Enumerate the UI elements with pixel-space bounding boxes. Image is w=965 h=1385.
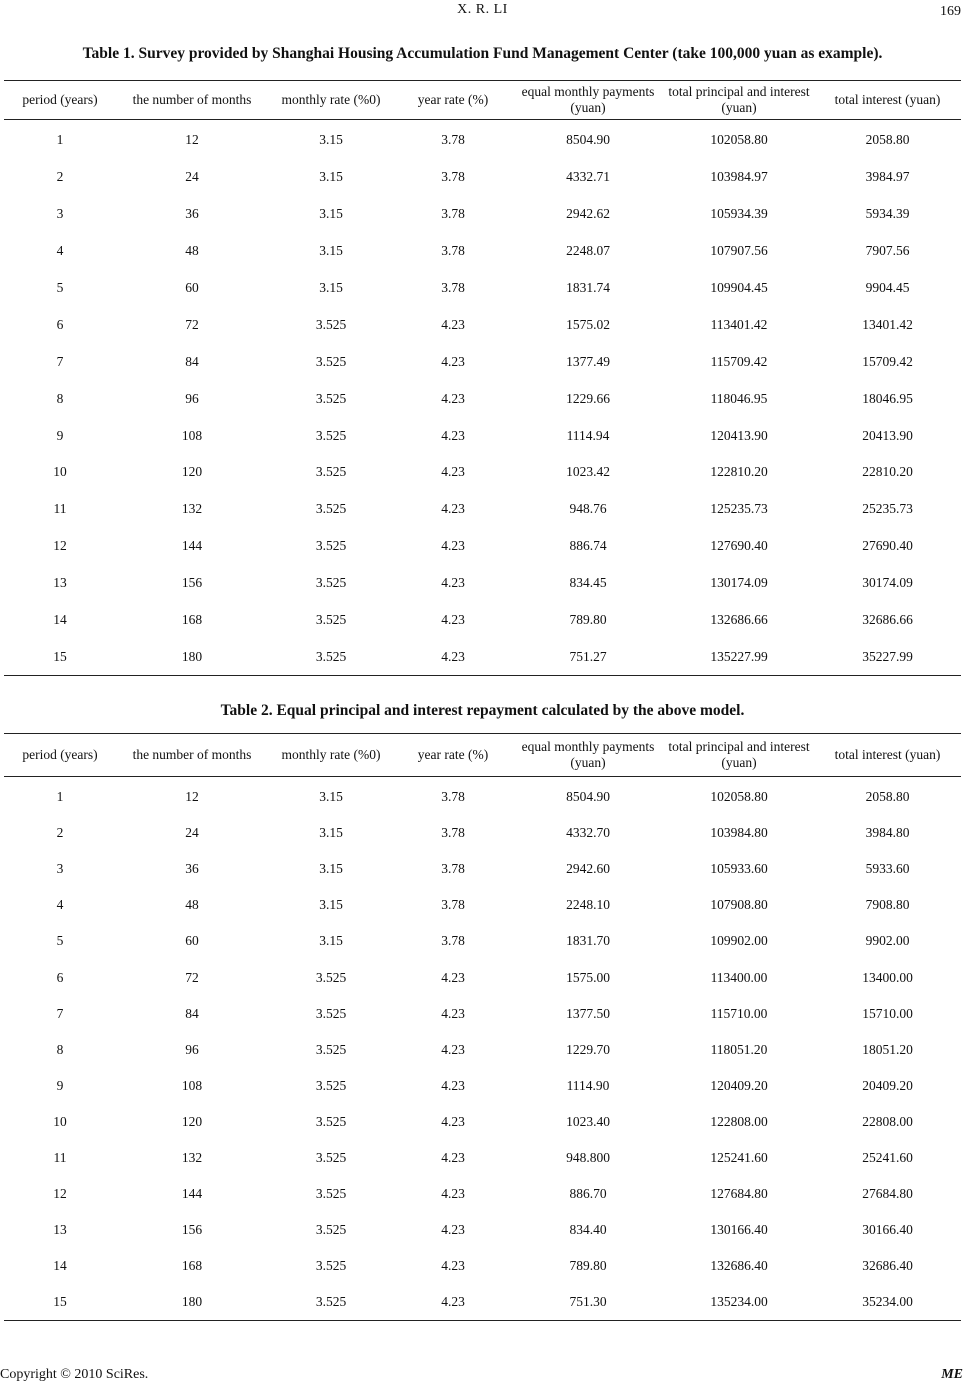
table-cell: 834.45 — [569, 575, 607, 591]
table1-col-year-rate: year rate (%) — [394, 81, 512, 120]
table-row — [4, 306, 961, 343]
table1-col-monthly-payment: equal monthly payments (yuan) — [512, 81, 664, 120]
table-cell: 4.23 — [441, 575, 465, 591]
table-cell: 789.80 — [569, 612, 607, 628]
table-cell: 4.23 — [441, 538, 465, 554]
table-cell: 35227.99 — [814, 638, 961, 675]
table-cell: 14 — [53, 612, 67, 628]
table-cell: 3.525 — [315, 464, 347, 480]
table-cell: 120 — [181, 1113, 203, 1129]
table-row — [4, 777, 961, 816]
table-cell: 7 — [56, 1005, 64, 1021]
table-cell: 10 — [53, 464, 67, 480]
table-cell: 3.525 — [315, 1186, 347, 1202]
table-cell: 4.23 — [394, 638, 512, 675]
table-row — [4, 851, 961, 887]
table-cell: 3.525 — [268, 1284, 394, 1321]
table-cell: 1229.66 — [566, 390, 610, 406]
table-cell: 3.15 — [319, 933, 343, 949]
table-row — [4, 491, 961, 528]
table-cell: 3.15 — [319, 861, 343, 877]
table-cell: 72 — [185, 316, 199, 332]
table-cell: 3 — [56, 206, 64, 222]
table-cell: 3.525 — [315, 390, 347, 406]
table1 — [4, 80, 961, 676]
table-cell: 4.23 — [441, 390, 465, 406]
table-cell: 3.15 — [319, 897, 343, 913]
table2-col-year-rate: year rate (%) — [394, 734, 512, 777]
table-cell: 144 — [181, 538, 203, 554]
table-cell: 3.525 — [315, 353, 347, 369]
table-cell: 13401.42 — [862, 316, 913, 332]
table-cell: 15 — [4, 638, 116, 675]
table-cell: 118051.20 — [710, 1041, 768, 1057]
table-cell: 22808.00 — [862, 1113, 913, 1129]
table-cell: 3.15 — [319, 169, 343, 185]
table-cell: 144 — [181, 1186, 203, 1202]
table2-col-monthly-rate: monthly rate (%0) — [268, 734, 394, 777]
table-cell: 127690.40 — [710, 538, 768, 554]
table-cell: 36 — [185, 206, 199, 222]
table-row — [4, 120, 961, 159]
table-cell: 36 — [185, 861, 199, 877]
table-cell: 32686.40 — [862, 1258, 913, 1274]
table-cell: 107908.80 — [710, 897, 768, 913]
table-cell: 3.78 — [441, 243, 465, 259]
table2-col-period: period (years) — [4, 734, 116, 777]
table-cell: 12 — [53, 538, 67, 554]
table-cell: 2058.80 — [865, 789, 910, 805]
table-cell: 102058.80 — [710, 132, 768, 148]
table1-col-total-interest: total interest (yuan) — [814, 81, 961, 120]
table-cell: 20409.20 — [862, 1077, 913, 1093]
table-row — [4, 996, 961, 1032]
table-cell: 120413.90 — [710, 427, 768, 443]
table-cell: 132 — [181, 501, 203, 517]
table-cell: 3.15 — [319, 825, 343, 841]
table-cell: 168 — [181, 612, 203, 628]
table-cell: 8 — [56, 390, 64, 406]
table-row — [4, 887, 961, 923]
table-cell: 1229.70 — [566, 1041, 610, 1057]
table-cell: 122808.00 — [710, 1113, 768, 1129]
table-cell: 3.525 — [268, 638, 394, 675]
table-row — [4, 1176, 961, 1212]
table-cell: 3984.80 — [865, 825, 910, 841]
table-cell: 4 — [56, 243, 64, 259]
table-cell: 3.15 — [319, 243, 343, 259]
table-cell: 12 — [185, 789, 199, 805]
table-cell: 4.23 — [394, 1284, 512, 1321]
table-cell: 22810.20 — [862, 464, 913, 480]
table-cell: 4.23 — [441, 1077, 465, 1093]
table-cell: 84 — [185, 353, 199, 369]
table-cell: 35234.00 — [814, 1284, 961, 1321]
table-cell: 13 — [53, 1222, 67, 1238]
table-cell: 4.23 — [441, 464, 465, 480]
table-cell: 1575.02 — [566, 316, 610, 332]
table-cell: 3.525 — [315, 538, 347, 554]
table-cell: 168 — [181, 1258, 203, 1274]
table-cell: 30174.09 — [862, 575, 913, 591]
table-row — [4, 1248, 961, 1284]
table-cell: 4332.70 — [566, 825, 610, 841]
table-cell: 1 — [56, 789, 64, 805]
table-cell: 2248.10 — [566, 897, 610, 913]
table-cell: 886.74 — [569, 538, 607, 554]
table-cell: 2 — [56, 825, 64, 841]
table-cell: 96 — [185, 1041, 199, 1057]
table-cell: 4.23 — [441, 1186, 465, 1202]
table-cell: 3.78 — [441, 789, 465, 805]
table-cell: 751.30 — [512, 1284, 664, 1321]
table1-col-total-principal-interest: total principal and interest (yuan) — [664, 81, 814, 120]
table-cell: 9904.45 — [865, 280, 910, 295]
table-cell: 3.78 — [441, 933, 465, 949]
table-cell: 3.15 — [319, 206, 343, 222]
table-cell: 3.78 — [441, 280, 465, 295]
table-cell: 2058.80 — [865, 132, 910, 148]
table-cell: 3.525 — [315, 1149, 347, 1165]
table-cell: 3.525 — [315, 1222, 347, 1238]
table-cell: 180 — [116, 638, 268, 675]
table-cell: 7908.80 — [865, 897, 910, 913]
table-cell: 135234.00 — [664, 1284, 814, 1321]
table-cell: 3.78 — [441, 897, 465, 913]
table-cell: 115709.42 — [710, 353, 768, 369]
table-cell: 3.525 — [315, 612, 347, 628]
table-cell: 12 — [185, 132, 199, 148]
table-cell: 130174.09 — [710, 575, 768, 591]
table-row — [4, 815, 961, 851]
table-cell: 3.78 — [441, 825, 465, 841]
table-cell: 1023.42 — [566, 464, 610, 480]
table-row — [4, 1032, 961, 1068]
table-cell: 1377.49 — [566, 353, 610, 369]
table-cell: 789.80 — [569, 1258, 607, 1274]
table-cell: 13 — [53, 575, 67, 591]
journal-abbrev: ME — [941, 1367, 963, 1382]
table-cell: 120409.20 — [710, 1077, 768, 1093]
table-cell: 3.525 — [315, 316, 347, 332]
table-cell: 20413.90 — [862, 427, 913, 443]
table-cell: 834.40 — [569, 1222, 607, 1238]
table-cell: 48 — [185, 243, 199, 259]
table1-header-row — [4, 81, 961, 120]
running-head: X. R. LI — [457, 2, 508, 17]
table1-col-period: period (years) — [4, 81, 116, 120]
table-cell: 3.78 — [441, 169, 465, 185]
table-cell: 3984.97 — [865, 169, 910, 185]
table-row — [4, 565, 961, 602]
table-cell: 3.525 — [315, 427, 347, 443]
table-cell: 1023.40 — [566, 1113, 610, 1129]
table-row — [4, 923, 961, 959]
table-cell: 3.78 — [441, 206, 465, 222]
table-cell: 105934.39 — [710, 206, 768, 222]
table-cell: 108 — [181, 427, 203, 443]
table-row — [4, 454, 961, 491]
table-cell: 125235.73 — [710, 501, 768, 517]
table-cell: 1 — [56, 132, 64, 148]
table-row — [4, 602, 961, 639]
table-row — [4, 343, 961, 380]
table2-body — [4, 777, 961, 1321]
table-cell: 2942.62 — [566, 206, 610, 222]
table-row — [4, 1068, 961, 1104]
table2-col-total-principal-interest: total principal and interest (yuan) — [664, 734, 814, 777]
page-number: 169 — [940, 4, 961, 19]
table-cell: 1114.94 — [566, 427, 610, 443]
table2 — [4, 733, 961, 1321]
table-row — [4, 196, 961, 233]
table-cell: 130166.40 — [710, 1222, 768, 1238]
table-cell: 5 — [56, 933, 64, 949]
table-cell: 8504.90 — [566, 789, 610, 805]
table-row — [4, 159, 961, 196]
table1-body — [4, 120, 961, 676]
table-row — [4, 233, 961, 270]
table2-caption: Table 2. Equal principal and interest repayment calculated by the above model. — [220, 702, 745, 719]
table-cell: 27684.80 — [862, 1186, 913, 1202]
table-cell: 108 — [181, 1077, 203, 1093]
table-cell: 5 — [56, 280, 64, 295]
table1-caption: Table 1. Survey provided by Shanghai Housing Accumulation Fund Management Center (take 100,000 yuan as example). — [82, 45, 883, 62]
table-cell: 4.23 — [441, 612, 465, 628]
table-cell: 8 — [56, 1041, 64, 1057]
table-cell: 132 — [181, 1149, 203, 1165]
table-row — [4, 638, 961, 675]
table-cell: 4332.71 — [566, 169, 610, 185]
table-cell: 4.23 — [441, 1005, 465, 1021]
table-cell: 125241.60 — [710, 1149, 768, 1165]
table-cell: 109904.45 — [710, 280, 768, 295]
table-cell: 105933.60 — [710, 861, 768, 877]
table-cell: 115710.00 — [710, 1005, 768, 1021]
table-cell: 2942.60 — [566, 861, 610, 877]
table-cell: 2 — [56, 169, 64, 185]
table-cell: 25241.60 — [862, 1149, 913, 1165]
table-cell: 127684.80 — [710, 1186, 768, 1202]
table-row — [4, 959, 961, 995]
table-cell: 948.800 — [566, 1149, 610, 1165]
table-cell: 30166.40 — [862, 1222, 913, 1238]
table-cell: 15710.00 — [862, 1005, 913, 1021]
table-cell: 9902.00 — [865, 933, 910, 949]
table-cell: 4.23 — [441, 1222, 465, 1238]
table-cell: 3.525 — [315, 1041, 347, 1057]
table-cell: 107907.56 — [710, 243, 768, 259]
table-cell: 4.23 — [441, 1149, 465, 1165]
table-cell: 25235.73 — [862, 501, 913, 517]
table-cell: 3.78 — [441, 132, 465, 148]
table-cell: 3 — [56, 861, 64, 877]
table-cell: 10 — [53, 1113, 67, 1129]
table-cell: 132686.40 — [710, 1258, 768, 1274]
table-cell: 27690.40 — [862, 538, 913, 554]
table-row — [4, 417, 961, 454]
table2-col-total-interest: total interest (yuan) — [814, 734, 961, 777]
table-cell: 84 — [185, 1005, 199, 1021]
table-cell: 32686.66 — [862, 612, 913, 628]
table-row — [4, 528, 961, 565]
table-cell: 3.525 — [315, 501, 347, 517]
table-row — [4, 380, 961, 417]
table-cell: 109902.00 — [710, 933, 768, 949]
table-cell: 5934.39 — [865, 206, 910, 222]
table-cell: 12 — [53, 1186, 67, 1202]
table-row — [4, 1140, 961, 1176]
table-cell: 5933.60 — [865, 861, 910, 877]
table-cell: 3.525 — [315, 1077, 347, 1093]
table-cell: 3.78 — [441, 861, 465, 877]
table-cell: 96 — [185, 390, 199, 406]
table-cell: 4 — [56, 897, 64, 913]
table-cell: 751.27 — [512, 638, 664, 675]
table-cell: 13400.00 — [862, 969, 913, 985]
table-cell: 60 — [185, 933, 199, 949]
table-cell: 113400.00 — [710, 969, 768, 985]
table-row — [4, 1284, 961, 1321]
table-cell: 6 — [56, 316, 64, 332]
table-cell: 3.525 — [315, 969, 347, 985]
table-cell: 4.23 — [441, 501, 465, 517]
table-row — [4, 1212, 961, 1248]
table-cell: 9 — [56, 1077, 64, 1093]
table-cell: 103984.80 — [710, 825, 768, 841]
table-cell: 3.15 — [319, 280, 343, 295]
table-cell: 1831.74 — [566, 280, 610, 295]
table-cell: 1575.00 — [566, 969, 610, 985]
table-cell: 4.23 — [441, 1113, 465, 1129]
table-cell: 4.23 — [441, 353, 465, 369]
table-cell: 8504.90 — [566, 132, 610, 148]
table-cell: 113401.42 — [710, 316, 768, 332]
table-cell: 135227.99 — [664, 638, 814, 675]
table-cell: 7907.56 — [865, 243, 910, 259]
table-cell: 120 — [181, 464, 203, 480]
table-cell: 156 — [181, 1222, 203, 1238]
table2-col-monthly-payment: equal monthly payments (yuan) — [512, 734, 664, 777]
table-cell: 102058.80 — [710, 789, 768, 805]
table-cell: 122810.20 — [710, 464, 768, 480]
table-cell: 886.70 — [569, 1186, 607, 1202]
table-cell: 3.15 — [319, 132, 343, 148]
table-cell: 24 — [185, 825, 199, 841]
table-row — [4, 1104, 961, 1140]
table-cell: 24 — [185, 169, 199, 185]
table-cell: 118046.95 — [710, 390, 768, 406]
table-cell: 60 — [185, 280, 199, 295]
table2-col-months: the number of months — [116, 734, 268, 777]
table1-col-monthly-rate: monthly rate (%0) — [268, 81, 394, 120]
table-cell: 4.23 — [441, 427, 465, 443]
table-cell: 4.23 — [441, 1041, 465, 1057]
table-cell: 103984.97 — [710, 169, 768, 185]
table-cell: 14 — [53, 1258, 67, 1274]
table2-header-row — [4, 734, 961, 777]
table-cell: 180 — [116, 1284, 268, 1321]
table-cell: 48 — [185, 897, 199, 913]
table-cell: 1114.90 — [566, 1077, 610, 1093]
table-cell: 15709.42 — [862, 353, 913, 369]
table-cell: 18051.20 — [862, 1041, 913, 1057]
table-cell: 1831.70 — [566, 933, 610, 949]
table-cell: 4.23 — [441, 1258, 465, 1274]
table-cell: 3.525 — [315, 575, 347, 591]
table-cell: 4.23 — [441, 316, 465, 332]
table-cell: 1377.50 — [566, 1005, 610, 1021]
table-cell: 6 — [56, 969, 64, 985]
table-cell: 156 — [181, 575, 203, 591]
table-cell: 132686.66 — [710, 612, 768, 628]
table-cell: 3.525 — [315, 1258, 347, 1274]
table-cell: 72 — [185, 969, 199, 985]
table-cell: 948.76 — [569, 501, 607, 517]
table-cell: 3.525 — [315, 1005, 347, 1021]
table-cell: 11 — [53, 501, 67, 517]
table-cell: 15 — [4, 1284, 116, 1321]
table-cell: 9 — [56, 427, 64, 443]
table-row — [4, 270, 961, 307]
table-cell: 18046.95 — [862, 390, 913, 406]
table-cell: 3.15 — [319, 789, 343, 805]
copyright-notice: Copyright © 2010 SciRes. — [0, 1367, 149, 1382]
table-cell: 7 — [56, 353, 64, 369]
table-cell: 3.525 — [315, 1113, 347, 1129]
table1-col-months: the number of months — [116, 81, 268, 120]
table-cell: 11 — [53, 1149, 67, 1165]
table-cell: 4.23 — [441, 969, 465, 985]
table-cell: 2248.07 — [566, 243, 610, 259]
